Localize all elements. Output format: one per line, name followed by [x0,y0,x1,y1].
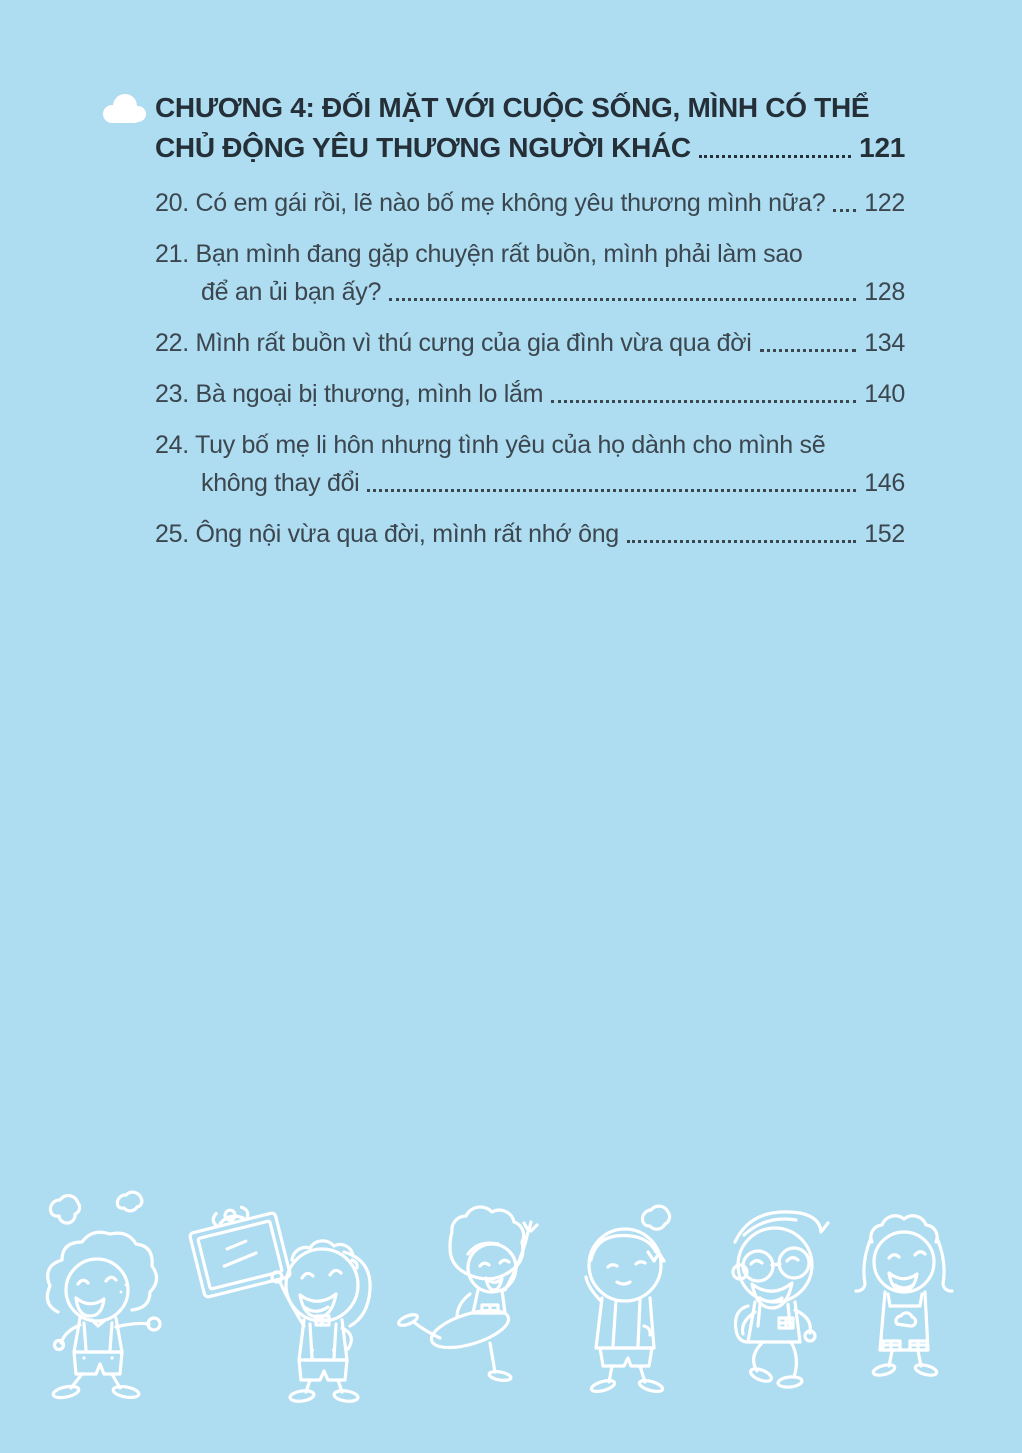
toc-entry-text: 22. Mình rất buồn vì thú cưng của gia đình vừa qua đời [155,329,752,357]
toc-entry-text: 20. Có em gái rồi, lẽ nào bố mẹ không yêu thương mình nữa? [155,189,826,217]
chapter-page-number: 121 [859,132,905,163]
toc-entry-text-continued: không thay đổi [201,469,360,497]
toc-entry-text: 23. Bà ngoại bị thương, mình lo lắm [155,380,544,408]
toc-page-number: 128 [864,278,905,306]
toc-entry-text-continued: để an ủi bạn ấy? [201,278,382,306]
character-boy-with-certificate [186,1200,370,1403]
character-curly-hair-boy [47,1192,160,1399]
character-shy-girl-with-bun [586,1206,670,1393]
toc-page-number: 146 [864,469,905,497]
toc-entry-21 [155,235,905,311]
character-dancing-girl [397,1207,537,1382]
toc-page-number: 134 [864,329,905,357]
toc-entry-text: 25. Ông nội vừa qua đời, mình rất nhớ ông [155,520,619,548]
children-line-art [0,1180,1022,1453]
toc-content [155,88,905,566]
dot-leader [389,298,856,301]
character-running-boy-with-glasses [733,1212,828,1388]
cloud-icon [98,92,150,124]
toc-page-number: 140 [864,380,905,408]
toc-entry-text: 21. Bạn mình đang gặp chuyện rất buồn, mình phải làm sao [155,240,803,268]
dot-leader [833,209,856,212]
dot-leader [627,540,856,543]
chapter-heading [155,88,905,168]
toc-entry-22 [155,324,905,362]
toc-entry-24 [155,426,905,502]
toc-entry-25 [155,515,905,553]
toc-page-number: 152 [864,520,905,548]
dot-leader [551,400,856,403]
chapter-title-line2: CHỦ ĐỘNG YÊU THƯƠNG NGƯỜI KHÁC [155,132,691,163]
dot-leader [699,155,851,158]
dot-leader [367,489,856,492]
toc-entry-text: 24. Tuy bố mẹ li hôn nhưng tình yêu của họ dành cho mình sẽ [155,431,826,459]
toc-list [155,184,905,553]
character-girl-in-overalls [856,1216,952,1377]
chapter-title-line1: CHƯƠNG 4: ĐỐI MẶT VỚI CUỘC SỐNG, MÌNH CÓ THỂ [155,92,870,123]
toc-page-number: 122 [864,189,905,217]
toc-entry-20 [155,184,905,222]
toc-entry-23 [155,375,905,413]
dot-leader [760,349,857,352]
